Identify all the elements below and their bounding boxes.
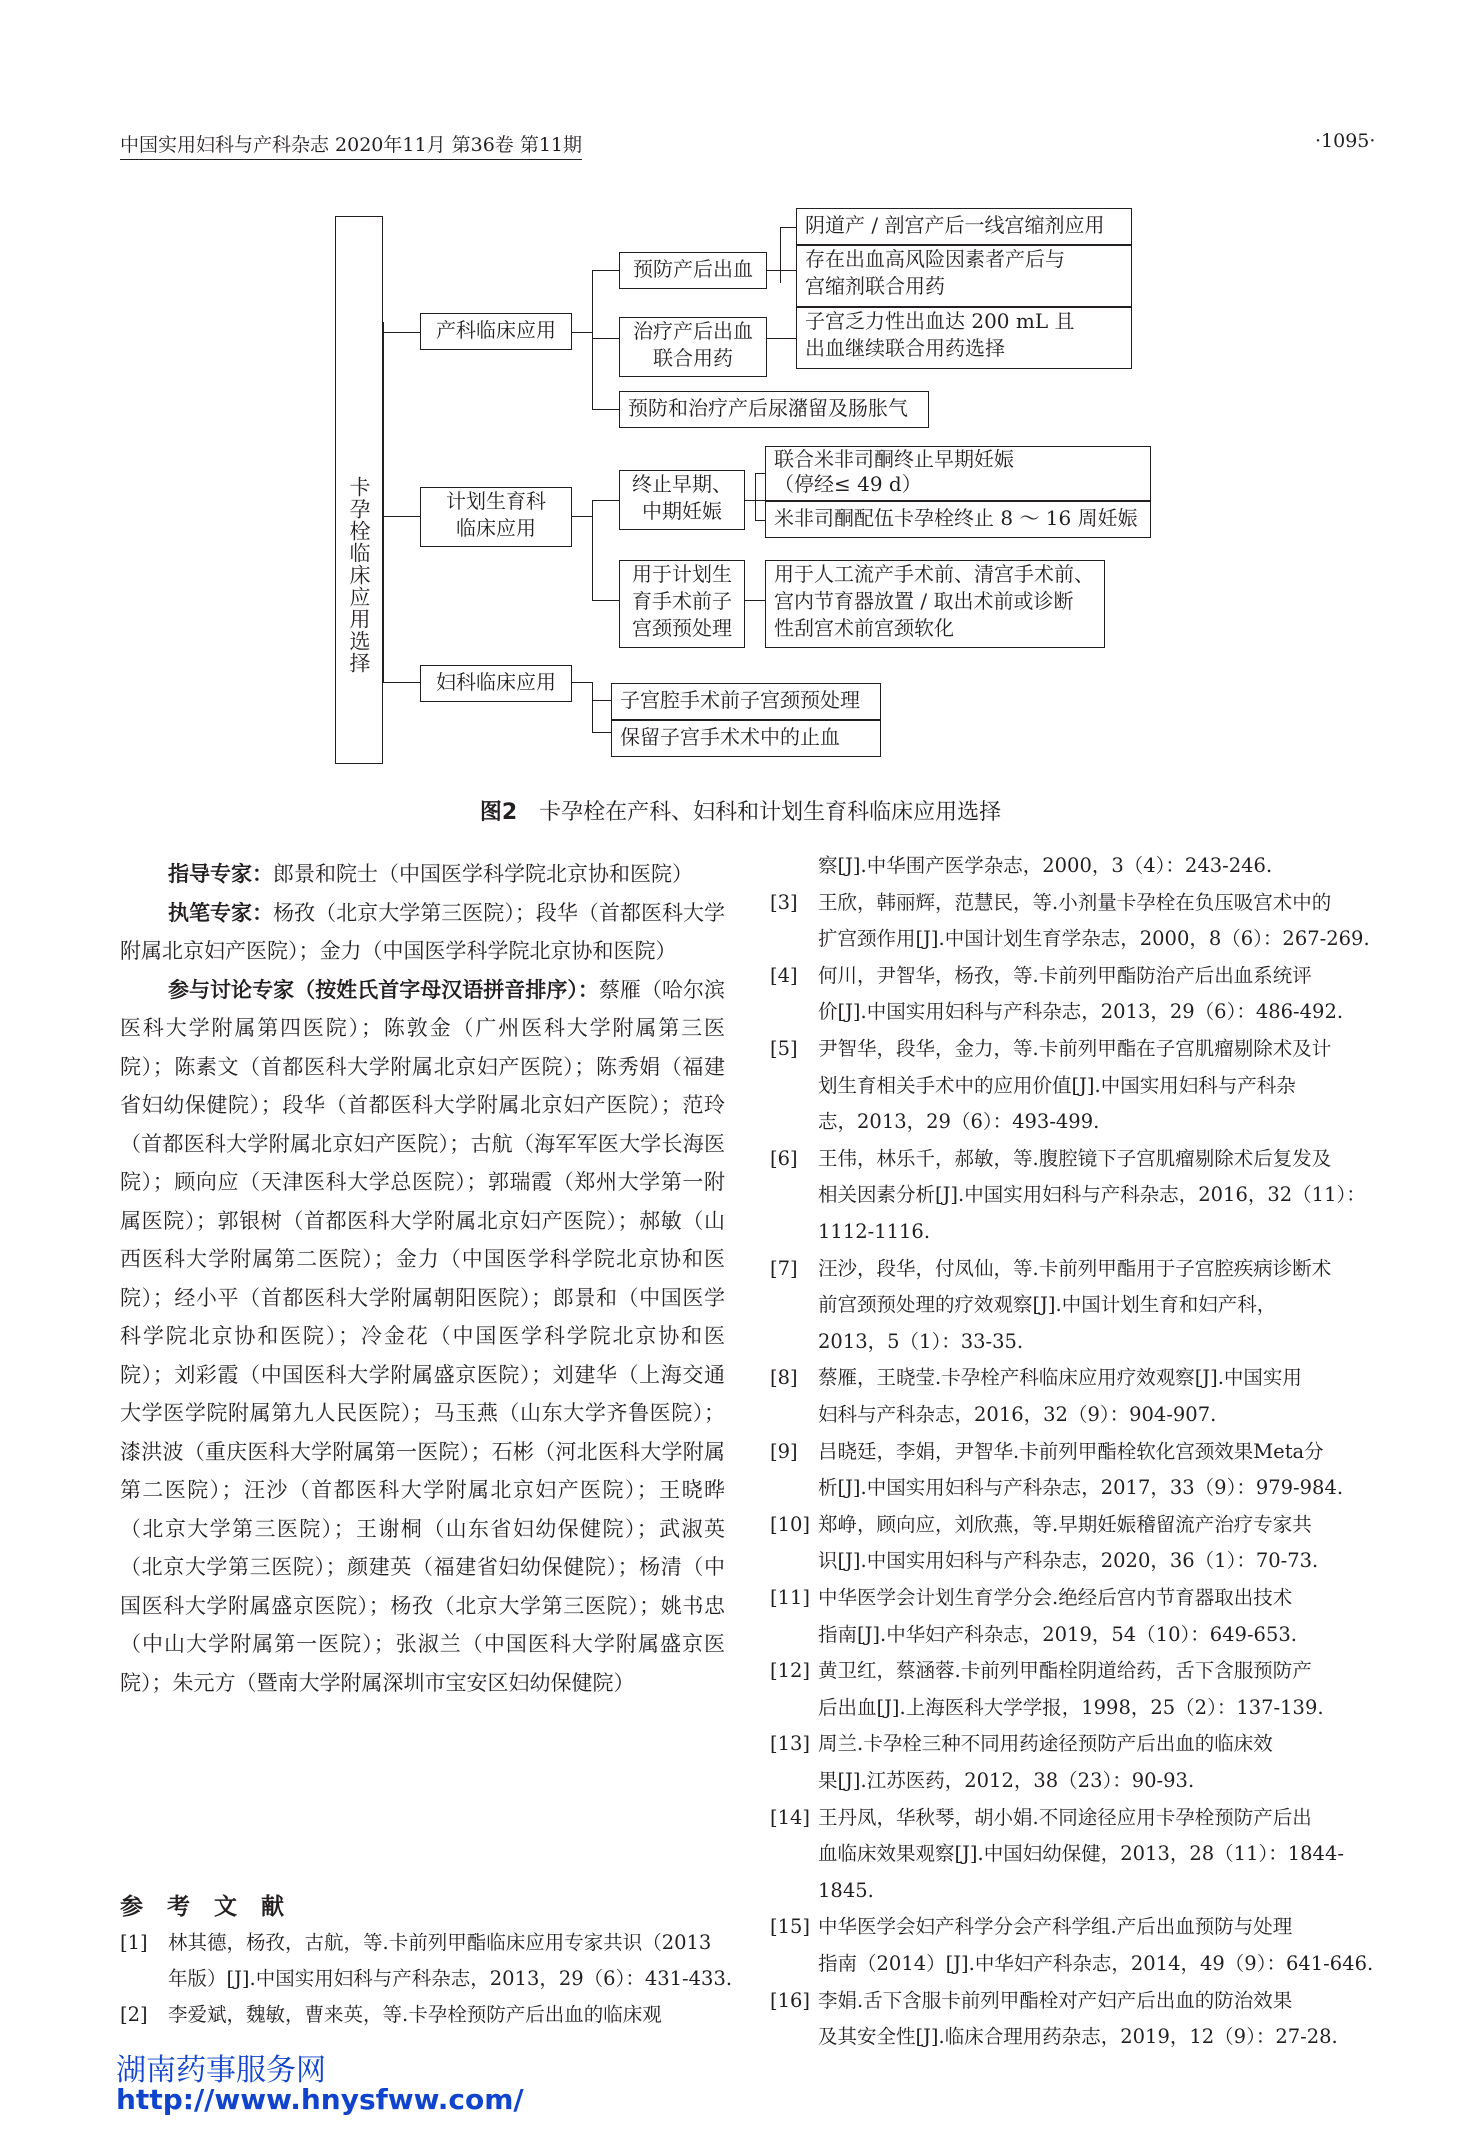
reference-number: [2] <box>120 2003 148 2026</box>
reference-line: 识[J].中国实用妇科与产科杂志，2020，36（1）：70-73. <box>818 1549 1319 1573</box>
reference-line: 王丹凤，华秋琴，胡小娟.不同途径应用卡孕栓预防产后出 <box>818 1805 1312 1829</box>
reference-number: [5] <box>770 1037 798 1060</box>
diagram-root-box: 卡孕栓临床应用选择 <box>335 216 383 764</box>
guide-text: 郎景和院士（中国医学科学院北京协和医院） <box>273 862 693 886</box>
reference-line: 李爱斌，魏敏，曹来英，等.卡孕栓预防产后出血的临床观 <box>168 2003 662 2026</box>
reference-line: 黄卫红，蔡涵蓉.卡前列甲酯栓阴道给药，舌下含服预防产 <box>818 1659 1312 1683</box>
fp-leaf-3-line2: 宫内节育器放置 / 取出术前或诊断 <box>774 589 1074 613</box>
reference-number: [7] <box>770 1256 798 1280</box>
reference-line: 果[J].江苏医药，2012，38（23）：90-93. <box>818 1768 1195 1792</box>
figure-number: 图2 <box>479 800 518 825</box>
fp-leaf-1-line1: 联合米非司酮终止早期妊娠 <box>774 447 1014 471</box>
ob-leaf-3 <box>796 307 1132 369</box>
reference-number: [16] <box>770 1988 811 2012</box>
reference-line: 汪沙，段华，付凤仙，等.卡前列甲酯用于子宫腔疾病诊断术 <box>818 1256 1332 1280</box>
reference-number: [14] <box>770 1805 811 1829</box>
reference-line: 及其安全性[J].临床合理用药杂志，2019，12（9）：27-28. <box>818 2025 1338 2049</box>
gynecology-box: 妇科临床应用 <box>420 665 572 702</box>
fp-leaf-2: 米非司酮配伍卡孕栓终止 8 ～ 16 周妊娠 <box>765 501 1151 538</box>
reference-number: [8] <box>770 1366 798 1390</box>
connector <box>383 322 384 682</box>
guide-experts <box>120 855 725 894</box>
prevent-urine-box: 预防和治疗产后尿潴留及肠胀气 <box>619 391 929 428</box>
term-line2: 中期妊娠 <box>642 499 722 523</box>
flow-diagram <box>0 0 1481 780</box>
treat-pph-box <box>619 317 767 377</box>
figure-caption <box>0 795 1481 826</box>
experts-section <box>120 855 725 1702</box>
prevent-pph-box: 预防产后出血 <box>619 252 767 289</box>
terminate-pregnancy-box <box>619 470 745 530</box>
reference-number: [1] <box>120 1931 148 1954</box>
reference-line: 察[J].中华围产医学杂志，2000，3（4）：243-246. <box>818 854 1273 877</box>
reference-line: 指南（2014）[J].中华妇产科杂志，2014，49（9）：641-646. <box>818 1951 1374 1975</box>
writer-text: 杨孜（北京大学第三医院）；段华（首都医科大学附属北京妇产医院）；金力（中国医学科学院北京协和医院） <box>120 900 726 963</box>
fp-leaf-1 <box>765 446 1151 501</box>
reference-line: 2013，5（1）：33-35. <box>818 1329 1024 1353</box>
reference-line: 吕晓廷，李娟，尹智华.卡前列甲酯栓软化宫颈效果Meta分 <box>818 1439 1324 1463</box>
reference-line: 扩宫颈作用[J].中国计划生育学杂志，2000，8（6）：267-269. <box>818 927 1370 951</box>
reference-line: 析[J].中国实用妇科与产科杂志，2017，33（9）：979-984. <box>818 1476 1344 1500</box>
fp-leaf-3-line1: 用于人工流产手术前、清宫手术前、 <box>774 562 1094 586</box>
figure-caption-text: 卡孕栓在产科、妇科和计划生育科临床应用选择 <box>539 800 1002 825</box>
reference-line: 年版）[J].中国实用妇科与产科杂志，2013，29（6）：431-433. <box>168 1967 733 1990</box>
reference-number: [3] <box>770 890 798 914</box>
journal-header: 中国实用妇科与产科杂志 2020年11月 第36卷 第11期 <box>120 130 582 160</box>
reference-number: [10] <box>770 1512 811 1536</box>
fp-leaf-3-line3: 性刮宫术前宫颈软化 <box>774 616 954 640</box>
reference-line: 蔡雁，王晓莹.卡孕栓产科临床应用疗效观察[J].中国实用 <box>818 1366 1302 1390</box>
reference-line: 王欣，韩丽辉，范慧民，等.小剂量卡孕栓在负压吸宫术中的 <box>818 890 1332 914</box>
reference-line: 前宫颈预处理的疗效观察[J].中国计划生育和妇产科， <box>818 1293 1277 1317</box>
writer-lead: 执笔专家： <box>168 900 274 925</box>
obstetric-box: 产科临床应用 <box>420 313 572 350</box>
gyn-leaf-2: 保留子宫手术术中的止血 <box>611 720 881 757</box>
family-label-line1: 计划生育科 <box>446 489 546 513</box>
watermark-url[interactable]: http://www.hnysfww.com/ <box>116 2083 524 2116</box>
reference-number: [12] <box>770 1659 811 1683</box>
panel-lead: 参与讨论专家（按姓氏首字母汉语拼音排序）： <box>168 977 599 1002</box>
reference-line: 李娟.舌下含服卡前列甲酯栓对产妇产后出血的防治效果 <box>818 1988 1293 2012</box>
reference-number: [11] <box>770 1586 811 1609</box>
reference-number: [15] <box>770 1915 811 1939</box>
page-number: ·1095· <box>1315 130 1376 152</box>
ob-leaf-2-line2: 宫缩剂联合用药 <box>805 274 945 298</box>
reference-line: 相关因素分析[J].中国实用妇科与产科杂志，2016，32（11）： <box>818 1183 1366 1207</box>
reference-line: 尹智华，段华，金力，等.卡前列甲酯在子宫肌瘤剔除术及计 <box>818 1037 1332 1060</box>
watermark-name: 湖南药事服务网 <box>116 2053 326 2088</box>
ob-leaf-2 <box>796 245 1132 307</box>
reference-line: 志，2013，29（6）：493-499. <box>818 1110 1100 1134</box>
reference-number: [4] <box>770 963 798 987</box>
reference-line: 林其德，杨孜，古航，等.卡前列甲酯临床应用专家共识（2013 <box>168 1931 712 1954</box>
reference-line: 划生育相关手术中的应用价值[J].中国实用妇科与产科杂 <box>818 1073 1296 1097</box>
reference-line: 中华医学会妇产科学分会产科学组.产后出血预防与处理 <box>818 1915 1293 1939</box>
ob-leaf-3-line2: 出血继续联合用药选择 <box>805 336 1005 360</box>
reference-line: 1845. <box>818 1878 874 1902</box>
reference-line: 郑峥，顾向应，刘欣燕，等.早期妊娠稽留流产治疗专家共 <box>818 1512 1312 1536</box>
reference-line: 指南[J].中华妇产科杂志，2019，54（10）：649-653. <box>818 1622 1297 1646</box>
reference-line: 何川，尹智华，杨孜，等.卡前列甲酯防治产后出血系统评 <box>818 963 1312 987</box>
ob-leaf-3-line1: 子宫乏力性出血达 200 mL 且 <box>805 309 1075 333</box>
reference-line: 1112-1116. <box>818 1219 931 1243</box>
panel-experts <box>120 971 725 1703</box>
fp-leaf-3 <box>765 560 1105 648</box>
references-heading: 参 考 文 献 <box>120 1894 293 1920</box>
cervical-prep-box <box>619 560 745 648</box>
reference-number: [6] <box>770 1146 798 1170</box>
term-line1: 终止早期、 <box>632 472 732 496</box>
guide-lead: 指导专家： <box>168 862 273 886</box>
writing-experts <box>120 894 725 971</box>
panel-text: 蔡雁（哈尔滨医科大学附属第四医院）；陈敦金（广州医科大学附属第三医院）；陈素文（首都医科大学附属北京妇产医院）；陈秀娟（福建省妇幼保健院）；段华（首都医科大学附属北京妇产医院）；范玲（首都医科大学附属北京妇产医院）；古航（海军军医大学长海医院）；顾向应（天津医科大学总医院）；郭瑞霞（郑州大学第一附属医院）；郭银树（首都医科大学附属北京妇产医院）；郝敏（山西医科大学附属第二医院）；金力（中国医学科学院北京协和医院）；经小平（首都医科大学附属朝阳医院）；郎景和（中国医学科学院北京协和医院）；冷金花（中国医学科学院北京协和医院）；刘彩霞（中国医科大学附属盛京医院）；刘建华（上海交通大学医学院附属第九人民医院）；马玉燕（山东大学齐鲁医院）；漆洪波（重庆医科大学附属第一医院）；石彬（河北医科大学附属第二医院）；汪沙（首都医科大学附属北京妇产医院）；王晓晔（北京大学第三医院）；王谢桐（山东省妇幼保健院）；武淑英（北京大学第三医院）；颜建英（福建省妇幼保健院）；杨清（中国医科大学附属盛京医院）；杨孜（北京大学第三医院）；姚书忠（中山大学附属第一医院）；张淑兰（中国医科大学附属盛京医院）；朱元方（暨南大学附属深圳市宝安区妇幼保健院） <box>120 977 726 1695</box>
reference-line: 王伟，林乐千，郝敏，等.腹腔镜下子宫肌瘤剔除术后复发及 <box>818 1146 1332 1170</box>
fp-leaf-1-line2: （停经≤ 49 d） <box>774 472 922 496</box>
reference-line: 周兰.卡孕栓三种不同用药途径预防产后出血的临床效 <box>818 1732 1273 1756</box>
family-label-line2: 临床应用 <box>456 516 536 540</box>
pre-line1: 用于计划生 <box>632 562 732 586</box>
reference-number: [9] <box>770 1439 798 1463</box>
reference-number: [13] <box>770 1732 811 1756</box>
ob-leaf-2-line1: 存在出血高风险因素者产后与 <box>805 247 1065 271</box>
ob-leaf-1: 阴道产 / 剖宫产后一线宫缩剂应用 <box>796 208 1132 245</box>
reference-line: 价[J].中国实用妇科与产科杂志，2013，29（6）：486-492. <box>818 1000 1344 1024</box>
reference-line: 后出血[J].上海医科大学学报，1998，25（2）：137-139. <box>818 1695 1324 1719</box>
family-planning-box <box>420 487 572 547</box>
treat-line1: 治疗产后出血 <box>633 319 753 343</box>
pre-line3: 宫颈预处理 <box>632 616 732 640</box>
gyn-leaf-1: 子宫腔手术前子宫颈预处理 <box>611 683 881 720</box>
reference-line: 血临床效果观察[J].中国妇幼保健，2013，28（11）：1844- <box>818 1842 1344 1866</box>
reference-line: 妇科与产科杂志，2016，32（9）：904-907. <box>818 1402 1217 1426</box>
pre-line2: 育手术前子 <box>632 589 732 613</box>
reference-line: 中华医学会计划生育学分会.绝经后宫内节育器取出技术 <box>818 1586 1293 1609</box>
treat-line2: 联合用药 <box>653 346 733 370</box>
